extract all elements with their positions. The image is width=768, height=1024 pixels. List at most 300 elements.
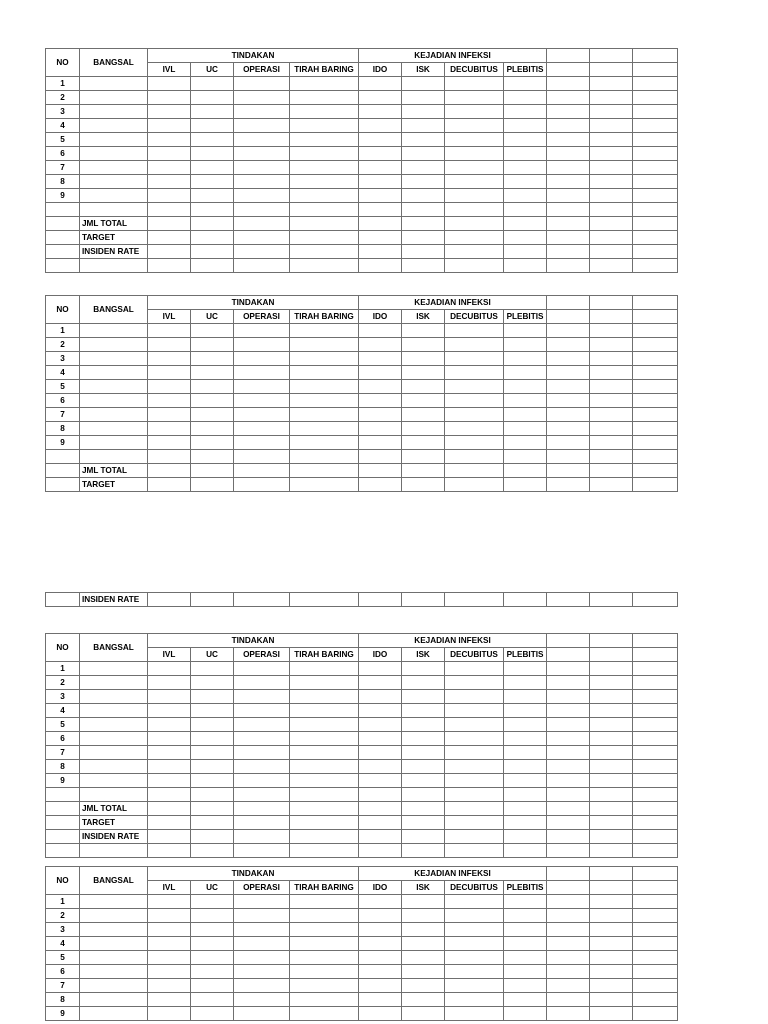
data-cell[interactable] [504, 909, 547, 923]
data-cell[interactable] [234, 394, 290, 408]
data-cell[interactable] [290, 394, 359, 408]
data-cell[interactable] [504, 105, 547, 119]
bangsal-cell[interactable] [80, 1007, 148, 1021]
data-cell[interactable] [402, 923, 445, 937]
data-cell[interactable] [445, 478, 504, 492]
data-cell[interactable] [234, 593, 290, 607]
bangsal-cell[interactable] [80, 718, 148, 732]
data-cell[interactable] [402, 133, 445, 147]
data-cell[interactable] [234, 909, 290, 923]
data-cell[interactable] [191, 175, 234, 189]
data-cell[interactable] [445, 951, 504, 965]
data-cell[interactable] [234, 161, 290, 175]
data-cell[interactable] [359, 802, 402, 816]
data-cell[interactable] [234, 245, 290, 259]
data-cell[interactable] [191, 259, 234, 273]
empty-cell[interactable] [80, 844, 148, 858]
data-cell[interactable] [402, 816, 445, 830]
data-cell[interactable] [547, 324, 590, 338]
data-cell[interactable] [504, 436, 547, 450]
data-cell[interactable] [234, 774, 290, 788]
data-cell[interactable] [359, 245, 402, 259]
data-cell[interactable] [359, 352, 402, 366]
data-cell[interactable] [445, 217, 504, 231]
data-cell[interactable] [234, 259, 290, 273]
data-cell[interactable] [445, 450, 504, 464]
data-cell[interactable] [633, 788, 678, 802]
data-cell[interactable] [633, 676, 678, 690]
data-cell[interactable] [633, 203, 678, 217]
data-cell[interactable] [290, 704, 359, 718]
data-cell[interactable] [547, 394, 590, 408]
bangsal-cell[interactable] [80, 732, 148, 746]
data-cell[interactable] [290, 245, 359, 259]
data-cell[interactable] [445, 844, 504, 858]
bangsal-cell[interactable] [80, 951, 148, 965]
data-cell[interactable] [445, 203, 504, 217]
data-cell[interactable] [148, 422, 191, 436]
data-cell[interactable] [633, 422, 678, 436]
data-cell[interactable] [633, 338, 678, 352]
data-cell[interactable] [359, 324, 402, 338]
data-cell[interactable] [445, 760, 504, 774]
data-cell[interactable] [402, 259, 445, 273]
data-cell[interactable] [590, 923, 633, 937]
data-cell[interactable] [402, 245, 445, 259]
data-cell[interactable] [402, 161, 445, 175]
data-cell[interactable] [504, 422, 547, 436]
data-cell[interactable] [633, 408, 678, 422]
data-cell[interactable] [445, 802, 504, 816]
data-cell[interactable] [148, 105, 191, 119]
data-cell[interactable] [290, 105, 359, 119]
data-cell[interactable] [633, 746, 678, 760]
data-cell[interactable] [148, 133, 191, 147]
bangsal-cell[interactable] [80, 937, 148, 951]
data-cell[interactable] [148, 895, 191, 909]
data-cell[interactable] [633, 478, 678, 492]
data-cell[interactable] [290, 464, 359, 478]
bangsal-cell[interactable] [80, 909, 148, 923]
data-cell[interactable] [504, 352, 547, 366]
data-cell[interactable] [148, 662, 191, 676]
data-cell[interactable] [191, 830, 234, 844]
data-cell[interactable] [633, 937, 678, 951]
data-cell[interactable] [359, 844, 402, 858]
data-cell[interactable] [290, 133, 359, 147]
data-cell[interactable] [191, 380, 234, 394]
data-cell[interactable] [148, 718, 191, 732]
data-cell[interactable] [445, 189, 504, 203]
data-cell[interactable] [633, 231, 678, 245]
data-cell[interactable] [590, 77, 633, 91]
bangsal-cell[interactable] [80, 965, 148, 979]
data-cell[interactable] [191, 464, 234, 478]
data-cell[interactable] [359, 189, 402, 203]
data-cell[interactable] [290, 161, 359, 175]
data-cell[interactable] [359, 133, 402, 147]
data-cell[interactable] [359, 436, 402, 450]
data-cell[interactable] [234, 704, 290, 718]
data-cell[interactable] [402, 690, 445, 704]
data-cell[interactable] [191, 245, 234, 259]
data-cell[interactable] [191, 979, 234, 993]
data-cell[interactable] [547, 774, 590, 788]
data-cell[interactable] [590, 161, 633, 175]
data-cell[interactable] [445, 119, 504, 133]
data-cell[interactable] [504, 844, 547, 858]
data-cell[interactable] [191, 324, 234, 338]
data-cell[interactable] [234, 380, 290, 394]
data-cell[interactable] [633, 895, 678, 909]
bangsal-cell[interactable] [80, 105, 148, 119]
data-cell[interactable] [234, 690, 290, 704]
data-cell[interactable] [402, 704, 445, 718]
data-cell[interactable] [590, 965, 633, 979]
data-cell[interactable] [290, 478, 359, 492]
data-cell[interactable] [504, 593, 547, 607]
data-cell[interactable] [290, 951, 359, 965]
data-cell[interactable] [191, 965, 234, 979]
data-cell[interactable] [590, 895, 633, 909]
data-cell[interactable] [148, 245, 191, 259]
data-cell[interactable] [290, 895, 359, 909]
data-cell[interactable] [191, 923, 234, 937]
data-cell[interactable] [445, 830, 504, 844]
data-cell[interactable] [290, 732, 359, 746]
data-cell[interactable] [633, 662, 678, 676]
data-cell[interactable] [359, 1007, 402, 1021]
data-cell[interactable] [191, 993, 234, 1007]
data-cell[interactable] [402, 844, 445, 858]
data-cell[interactable] [590, 203, 633, 217]
data-cell[interactable] [504, 774, 547, 788]
data-cell[interactable] [504, 937, 547, 951]
bangsal-cell[interactable] [80, 704, 148, 718]
data-cell[interactable] [234, 203, 290, 217]
data-cell[interactable] [359, 732, 402, 746]
data-cell[interactable] [359, 203, 402, 217]
data-cell[interactable] [402, 147, 445, 161]
data-cell[interactable] [445, 788, 504, 802]
data-cell[interactable] [290, 324, 359, 338]
data-cell[interactable] [191, 788, 234, 802]
bangsal-cell[interactable] [80, 189, 148, 203]
data-cell[interactable] [504, 464, 547, 478]
data-cell[interactable] [547, 760, 590, 774]
bangsal-cell[interactable] [80, 690, 148, 704]
data-cell[interactable] [445, 593, 504, 607]
data-cell[interactable] [402, 338, 445, 352]
data-cell[interactable] [547, 593, 590, 607]
data-cell[interactable] [234, 119, 290, 133]
data-cell[interactable] [633, 774, 678, 788]
data-cell[interactable] [148, 464, 191, 478]
data-cell[interactable] [633, 690, 678, 704]
data-cell[interactable] [590, 464, 633, 478]
data-cell[interactable] [590, 718, 633, 732]
data-cell[interactable] [504, 704, 547, 718]
data-cell[interactable] [290, 662, 359, 676]
data-cell[interactable] [504, 91, 547, 105]
data-cell[interactable] [359, 119, 402, 133]
data-cell[interactable] [445, 77, 504, 91]
data-cell[interactable] [633, 133, 678, 147]
data-cell[interactable] [359, 91, 402, 105]
data-cell[interactable] [148, 203, 191, 217]
data-cell[interactable] [290, 380, 359, 394]
data-cell[interactable] [290, 231, 359, 245]
data-cell[interactable] [234, 77, 290, 91]
data-cell[interactable] [191, 352, 234, 366]
data-cell[interactable] [402, 203, 445, 217]
data-cell[interactable] [191, 746, 234, 760]
data-cell[interactable] [504, 147, 547, 161]
data-cell[interactable] [148, 352, 191, 366]
data-cell[interactable] [504, 119, 547, 133]
data-cell[interactable] [590, 91, 633, 105]
data-cell[interactable] [633, 844, 678, 858]
data-cell[interactable] [402, 175, 445, 189]
data-cell[interactable] [290, 217, 359, 231]
data-cell[interactable] [148, 937, 191, 951]
data-cell[interactable] [445, 436, 504, 450]
data-cell[interactable] [359, 77, 402, 91]
data-cell[interactable] [590, 788, 633, 802]
data-cell[interactable] [504, 951, 547, 965]
data-cell[interactable] [633, 189, 678, 203]
data-cell[interactable] [191, 593, 234, 607]
data-cell[interactable] [633, 147, 678, 161]
data-cell[interactable] [590, 450, 633, 464]
data-cell[interactable] [148, 450, 191, 464]
data-cell[interactable] [633, 993, 678, 1007]
data-cell[interactable] [633, 1007, 678, 1021]
data-cell[interactable] [234, 788, 290, 802]
data-cell[interactable] [191, 690, 234, 704]
data-cell[interactable] [504, 203, 547, 217]
data-cell[interactable] [290, 408, 359, 422]
data-cell[interactable] [148, 593, 191, 607]
data-cell[interactable] [504, 259, 547, 273]
data-cell[interactable] [504, 338, 547, 352]
data-cell[interactable] [191, 161, 234, 175]
data-cell[interactable] [402, 593, 445, 607]
data-cell[interactable] [633, 732, 678, 746]
data-cell[interactable] [191, 704, 234, 718]
data-cell[interactable] [290, 175, 359, 189]
data-cell[interactable] [445, 746, 504, 760]
data-cell[interactable] [191, 203, 234, 217]
data-cell[interactable] [290, 690, 359, 704]
data-cell[interactable] [504, 245, 547, 259]
data-cell[interactable] [234, 923, 290, 937]
data-cell[interactable] [547, 352, 590, 366]
data-cell[interactable] [590, 844, 633, 858]
data-cell[interactable] [359, 816, 402, 830]
data-cell[interactable] [359, 704, 402, 718]
data-cell[interactable] [148, 979, 191, 993]
bangsal-cell[interactable] [80, 203, 148, 217]
data-cell[interactable] [290, 1007, 359, 1021]
data-cell[interactable] [633, 830, 678, 844]
bangsal-cell[interactable] [80, 394, 148, 408]
data-cell[interactable] [402, 77, 445, 91]
data-cell[interactable] [633, 816, 678, 830]
data-cell[interactable] [633, 259, 678, 273]
bangsal-cell[interactable] [80, 760, 148, 774]
data-cell[interactable] [547, 909, 590, 923]
data-cell[interactable] [504, 408, 547, 422]
data-cell[interactable] [547, 161, 590, 175]
data-cell[interactable] [234, 830, 290, 844]
data-cell[interactable] [191, 408, 234, 422]
data-cell[interactable] [148, 119, 191, 133]
data-cell[interactable] [234, 802, 290, 816]
data-cell[interactable] [504, 923, 547, 937]
data-cell[interactable] [547, 245, 590, 259]
data-cell[interactable] [359, 662, 402, 676]
data-cell[interactable] [290, 259, 359, 273]
data-cell[interactable] [191, 217, 234, 231]
data-cell[interactable] [590, 324, 633, 338]
data-cell[interactable] [547, 965, 590, 979]
data-cell[interactable] [191, 951, 234, 965]
data-cell[interactable] [590, 231, 633, 245]
data-cell[interactable] [445, 324, 504, 338]
bangsal-cell[interactable] [80, 175, 148, 189]
data-cell[interactable] [402, 1007, 445, 1021]
data-cell[interactable] [359, 593, 402, 607]
data-cell[interactable] [234, 217, 290, 231]
data-cell[interactable] [402, 965, 445, 979]
data-cell[interactable] [191, 732, 234, 746]
data-cell[interactable] [290, 718, 359, 732]
bangsal-cell[interactable] [80, 161, 148, 175]
data-cell[interactable] [547, 802, 590, 816]
data-cell[interactable] [290, 436, 359, 450]
data-cell[interactable] [590, 760, 633, 774]
empty-cell[interactable] [80, 259, 148, 273]
data-cell[interactable] [504, 380, 547, 394]
data-cell[interactable] [191, 366, 234, 380]
data-cell[interactable] [590, 175, 633, 189]
data-cell[interactable] [547, 77, 590, 91]
data-cell[interactable] [547, 704, 590, 718]
data-cell[interactable] [359, 788, 402, 802]
data-cell[interactable] [148, 366, 191, 380]
data-cell[interactable] [234, 993, 290, 1007]
data-cell[interactable] [633, 450, 678, 464]
data-cell[interactable] [359, 366, 402, 380]
bangsal-cell[interactable] [80, 923, 148, 937]
data-cell[interactable] [402, 802, 445, 816]
data-cell[interactable] [148, 788, 191, 802]
data-cell[interactable] [590, 259, 633, 273]
data-cell[interactable] [191, 937, 234, 951]
data-cell[interactable] [359, 951, 402, 965]
data-cell[interactable] [445, 704, 504, 718]
data-cell[interactable] [547, 746, 590, 760]
bangsal-cell[interactable] [80, 436, 148, 450]
data-cell[interactable] [590, 352, 633, 366]
data-cell[interactable] [359, 217, 402, 231]
data-cell[interactable] [547, 436, 590, 450]
data-cell[interactable] [445, 979, 504, 993]
data-cell[interactable] [290, 91, 359, 105]
data-cell[interactable] [402, 324, 445, 338]
data-cell[interactable] [590, 119, 633, 133]
data-cell[interactable] [234, 105, 290, 119]
data-cell[interactable] [504, 217, 547, 231]
data-cell[interactable] [504, 189, 547, 203]
bangsal-cell[interactable] [80, 979, 148, 993]
data-cell[interactable] [590, 746, 633, 760]
data-cell[interactable] [402, 979, 445, 993]
data-cell[interactable] [445, 732, 504, 746]
data-cell[interactable] [547, 464, 590, 478]
bangsal-cell[interactable] [80, 746, 148, 760]
data-cell[interactable] [504, 394, 547, 408]
data-cell[interactable] [191, 133, 234, 147]
bangsal-cell[interactable] [80, 380, 148, 394]
data-cell[interactable] [402, 366, 445, 380]
data-cell[interactable] [590, 147, 633, 161]
bangsal-cell[interactable] [80, 119, 148, 133]
data-cell[interactable] [633, 593, 678, 607]
data-cell[interactable] [402, 189, 445, 203]
data-cell[interactable] [547, 189, 590, 203]
data-cell[interactable] [148, 91, 191, 105]
data-cell[interactable] [234, 746, 290, 760]
data-cell[interactable] [445, 338, 504, 352]
data-cell[interactable] [547, 203, 590, 217]
data-cell[interactable] [234, 844, 290, 858]
data-cell[interactable] [402, 760, 445, 774]
data-cell[interactable] [402, 830, 445, 844]
data-cell[interactable] [402, 774, 445, 788]
data-cell[interactable] [234, 478, 290, 492]
data-cell[interactable] [290, 189, 359, 203]
data-cell[interactable] [234, 366, 290, 380]
data-cell[interactable] [547, 830, 590, 844]
data-cell[interactable] [290, 203, 359, 217]
data-cell[interactable] [445, 394, 504, 408]
data-cell[interactable] [590, 593, 633, 607]
data-cell[interactable] [547, 231, 590, 245]
data-cell[interactable] [234, 189, 290, 203]
data-cell[interactable] [191, 105, 234, 119]
data-cell[interactable] [590, 408, 633, 422]
data-cell[interactable] [191, 189, 234, 203]
data-cell[interactable] [290, 788, 359, 802]
data-cell[interactable] [547, 105, 590, 119]
data-cell[interactable] [402, 408, 445, 422]
data-cell[interactable] [234, 422, 290, 436]
data-cell[interactable] [590, 704, 633, 718]
data-cell[interactable] [148, 259, 191, 273]
data-cell[interactable] [191, 895, 234, 909]
data-cell[interactable] [290, 965, 359, 979]
data-cell[interactable] [191, 119, 234, 133]
data-cell[interactable] [402, 478, 445, 492]
data-cell[interactable] [234, 676, 290, 690]
data-cell[interactable] [359, 895, 402, 909]
data-cell[interactable] [359, 231, 402, 245]
data-cell[interactable] [290, 676, 359, 690]
data-cell[interactable] [445, 231, 504, 245]
data-cell[interactable] [590, 478, 633, 492]
